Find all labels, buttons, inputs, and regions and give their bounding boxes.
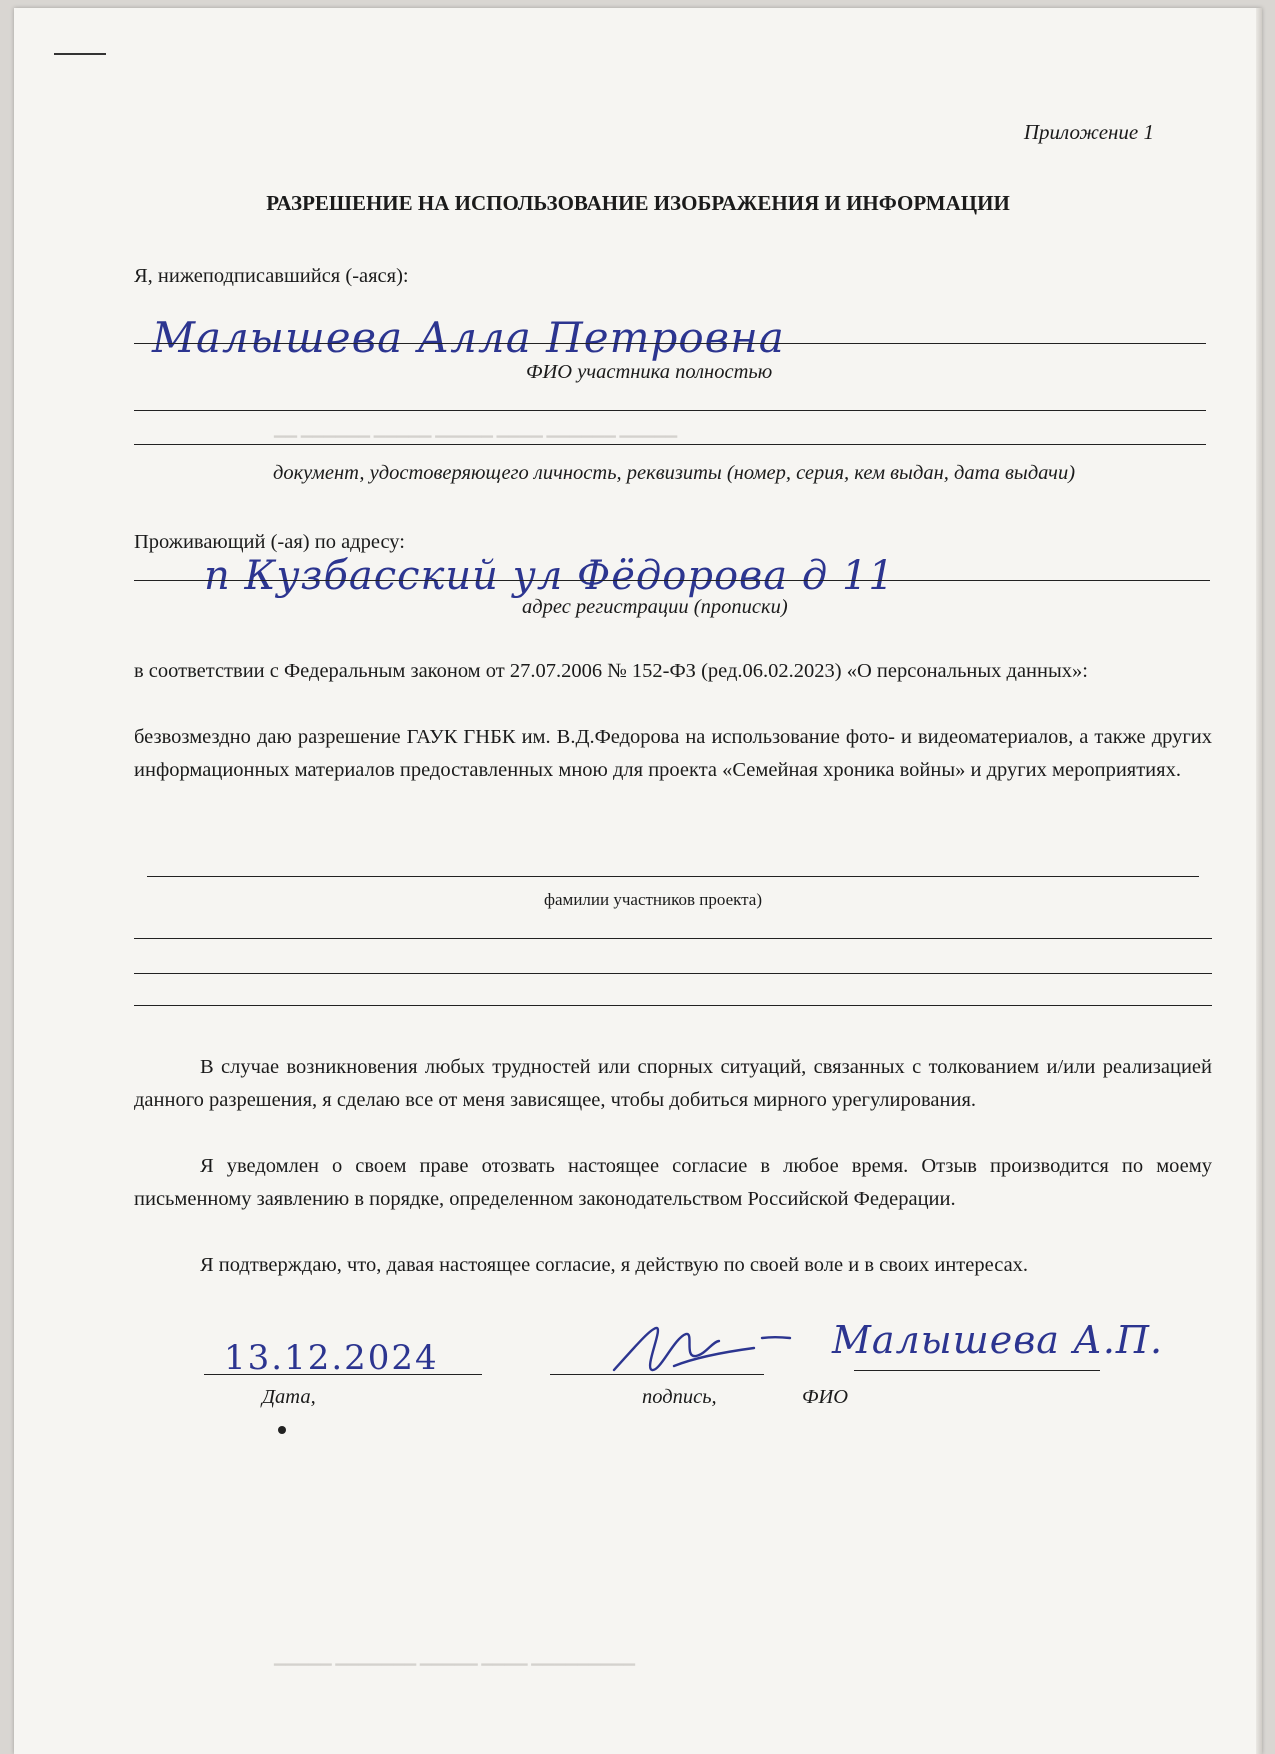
id-document-line [134,444,1206,445]
legal-basis-paragraph [134,655,1212,688]
disputes-paragraph [134,1051,1212,1117]
ink-dot [278,1426,286,1434]
participants-line [134,938,1212,939]
participants-caption: фамилии участников проекта) [544,890,763,909]
legal-basis-text: в соответствии с Федеральным законом от 27.07.2006 № 152-ФЗ (ред.06.02.2023) «О персональных данных»: [134,660,1088,682]
name-line [854,1370,1100,1371]
permission-paragraph [134,721,1212,787]
bleed-through-text: ▁▁▁▁▁ ▁▁▁▁▁▁▁ ▁▁▁▁▁ ▁▁▁▁ ▁▁▁▁▁▁▁▁▁ [274,1650,636,1666]
permission-text: безвозмездно даю разрешение ГАУК ГНБК им. В.Д.Федорова на использование фото- и видеоматериалов, а также других информационных материалов предоставленных мною для проекта «Семейная хроника войны» и других мероприятиях. [134,726,1212,781]
full-name-caption: ФИО участника полностью [526,361,773,383]
date-line [204,1374,482,1375]
address-caption: адрес регистрации (прописки) [522,596,788,618]
disputes-text: В случае возникновения любых трудностей или спорных ситуаций, связанных с толкованием и/или реализацией данного разрешения, я сделаю все от меня зависящее, чтобы добиться мирного урегулирования. [134,1056,1212,1111]
document-title: РАЗРЕШЕНИЕ НА ИСПОЛЬЗОВАНИЕ ИЗОБРАЖЕНИЯ И ИНФОРМАЦИИ [266,191,1010,215]
document-page [14,8,1262,1754]
confirmation-text: Я подтверждаю, что, давая настоящее согласие, я действую по своей воле и в своих интересах. [200,1254,1029,1276]
confirmation-paragraph [134,1249,1212,1282]
bleed-through-text: ▁▁ ▁▁▁▁▁▁ ▁▁▁▁▁ ▁▁▁▁▁ ▁▁▁▁ ▁▁▁▁▁▁ ▁▁▁▁▁ [274,422,678,438]
full-name-line [134,343,1206,344]
name-caption: ФИО [802,1386,849,1408]
signature-line [550,1374,764,1375]
participants-line [147,876,1199,877]
handwritten-address: п Кузбасский ул Фёдорова д 11 [204,553,895,599]
signature-caption: подпись, [642,1386,717,1408]
appendix-label: Приложение 1 [1023,120,1154,144]
id-document-line [134,410,1206,411]
corner-mark [54,53,106,55]
signature-mark [594,1308,804,1388]
address-label: Проживающий (-ая) по адресу: [134,531,405,553]
withdrawal-paragraph [134,1150,1212,1216]
address-line [134,580,1210,581]
participants-line [134,973,1212,974]
withdrawal-text: Я уведомлен о своем праве отозвать настоящее согласие в любое время. Отзыв производится по моему письменному заявлению в порядке, определенном законодательством Российской Федерации. [134,1155,1212,1210]
handwritten-date: 13.12.2024 [224,1338,439,1378]
intro-label: Я, нижеподписавшийся (-аяся): [134,265,409,287]
id-document-caption: документ, удостоверяющего личность, реквизиты (номер, серия, кем выдан, дата выдачи) [272,462,1076,484]
participants-line [134,1005,1212,1006]
date-caption: Дата, [262,1386,316,1408]
handwritten-full-name: Малышева Алла Петровна [152,313,785,362]
handwritten-signer-name: Малышева А.П. [832,1318,1164,1362]
page-edge [1256,8,1262,1754]
